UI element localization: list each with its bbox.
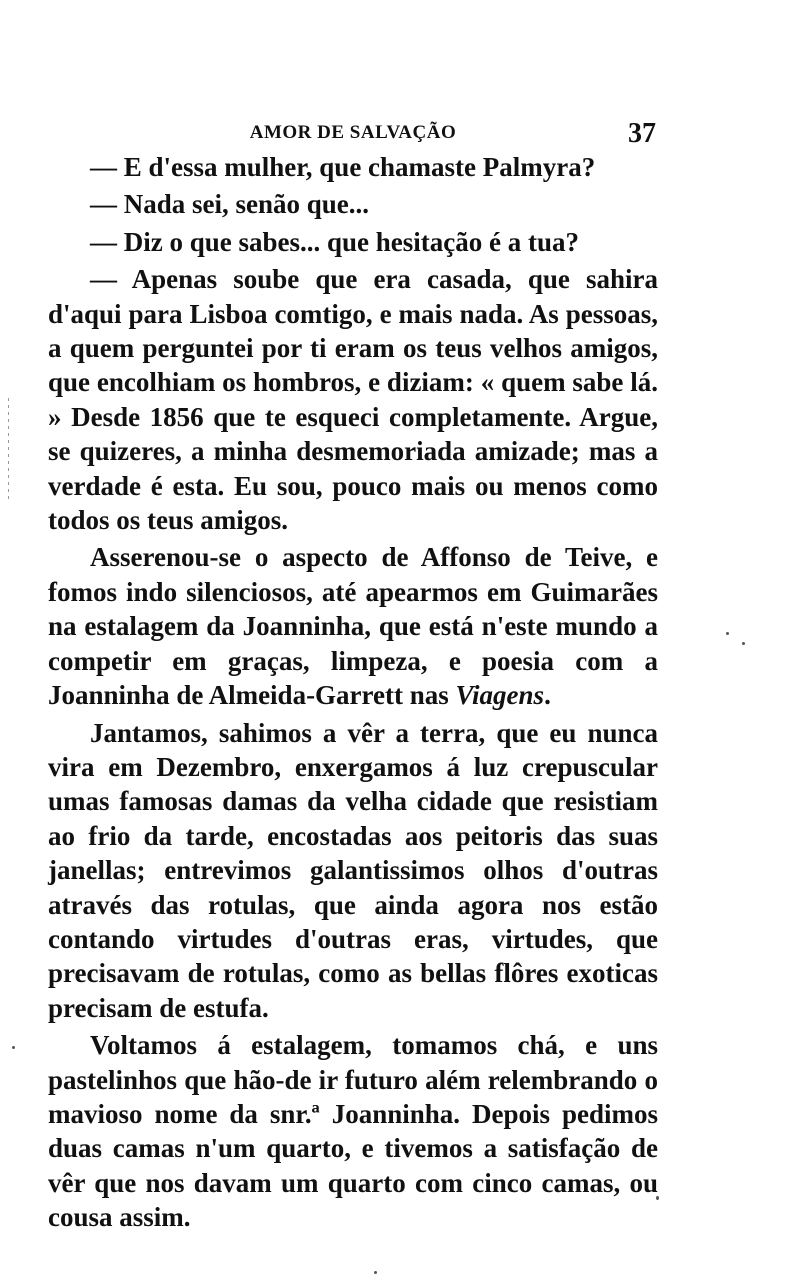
- paragraph: — Diz o que sabes... que hesitação é a tua?: [90, 226, 580, 257]
- page-speck: [12, 1046, 15, 1049]
- page-number: 37: [628, 118, 656, 149]
- body-text: [48, 150, 658, 1238]
- paragraph: Voltamos á estalagem, tomamos chá, e uns pastelinhos que hão-de ir futuro além relembrando o mavioso nome da snr.ª Joanninha. Depois pedimos duas camas n'um quarto, e tivemos a satisfação de vêr que nos davam um quarto com cinco camas, ou cousa assim.: [48, 1030, 658, 1233]
- page-speck: [742, 642, 745, 645]
- italic-suffix: .: [544, 680, 551, 711]
- page-speck: [374, 1271, 377, 1274]
- paragraph: — Apenas soube que era casada, que sahira d'aqui para Lisboa comtigo, e mais nada. As pessoas, a quem perguntei por ti eram os teus velhos amigos, que encolhiam os hombros, e diziam: « quem sabe lá. » Desde 1856 que te esqueci completamente. Argue, se quizeres, a minha desmemoriada amizade; mas a verdade é esta. Eu sou, pouco mais ou menos como todos os teus amigos.: [48, 264, 658, 536]
- page-speck: [726, 632, 729, 635]
- page-header: [48, 118, 658, 152]
- paragraph: — Nada sei, senão que...: [90, 189, 370, 220]
- margin-mark: [8, 398, 9, 503]
- running-title: AMOR DE SALVAÇÃO: [249, 122, 457, 143]
- paragraph: — E d'essa mulher, que chamaste Palmyra?: [90, 152, 596, 182]
- paragraph: Jantamos, sahimos a vêr a terra, que eu nunca vira em Dezembro, enxergamos á luz crepuscular umas famosas damas da velha cidade que resistiam ao frio da tarde, encostadas aos peitoris das suas janellas; entrevimos galantissimos olhos d'outras através das rotulas, que ainda agora nos estão contando virtudes d'outras eras, virtudes, que precisavam de rotulas, como as bellas flôres exoticas precisam de estufa.: [48, 717, 658, 1023]
- book-title-italic: Viagens: [455, 680, 545, 711]
- paragraph-with-italic: [48, 540, 658, 712]
- paragraph-text: Asserenou-se o aspecto de Affonso de Teive, e fomos indo silenciosos, até apearmos em Guimarães na estalagem da Joanninha, que está n'este mundo a competir em graças, limpeza, e poesia com a Joanninha de Almeida-Garrett nas: [48, 542, 658, 711]
